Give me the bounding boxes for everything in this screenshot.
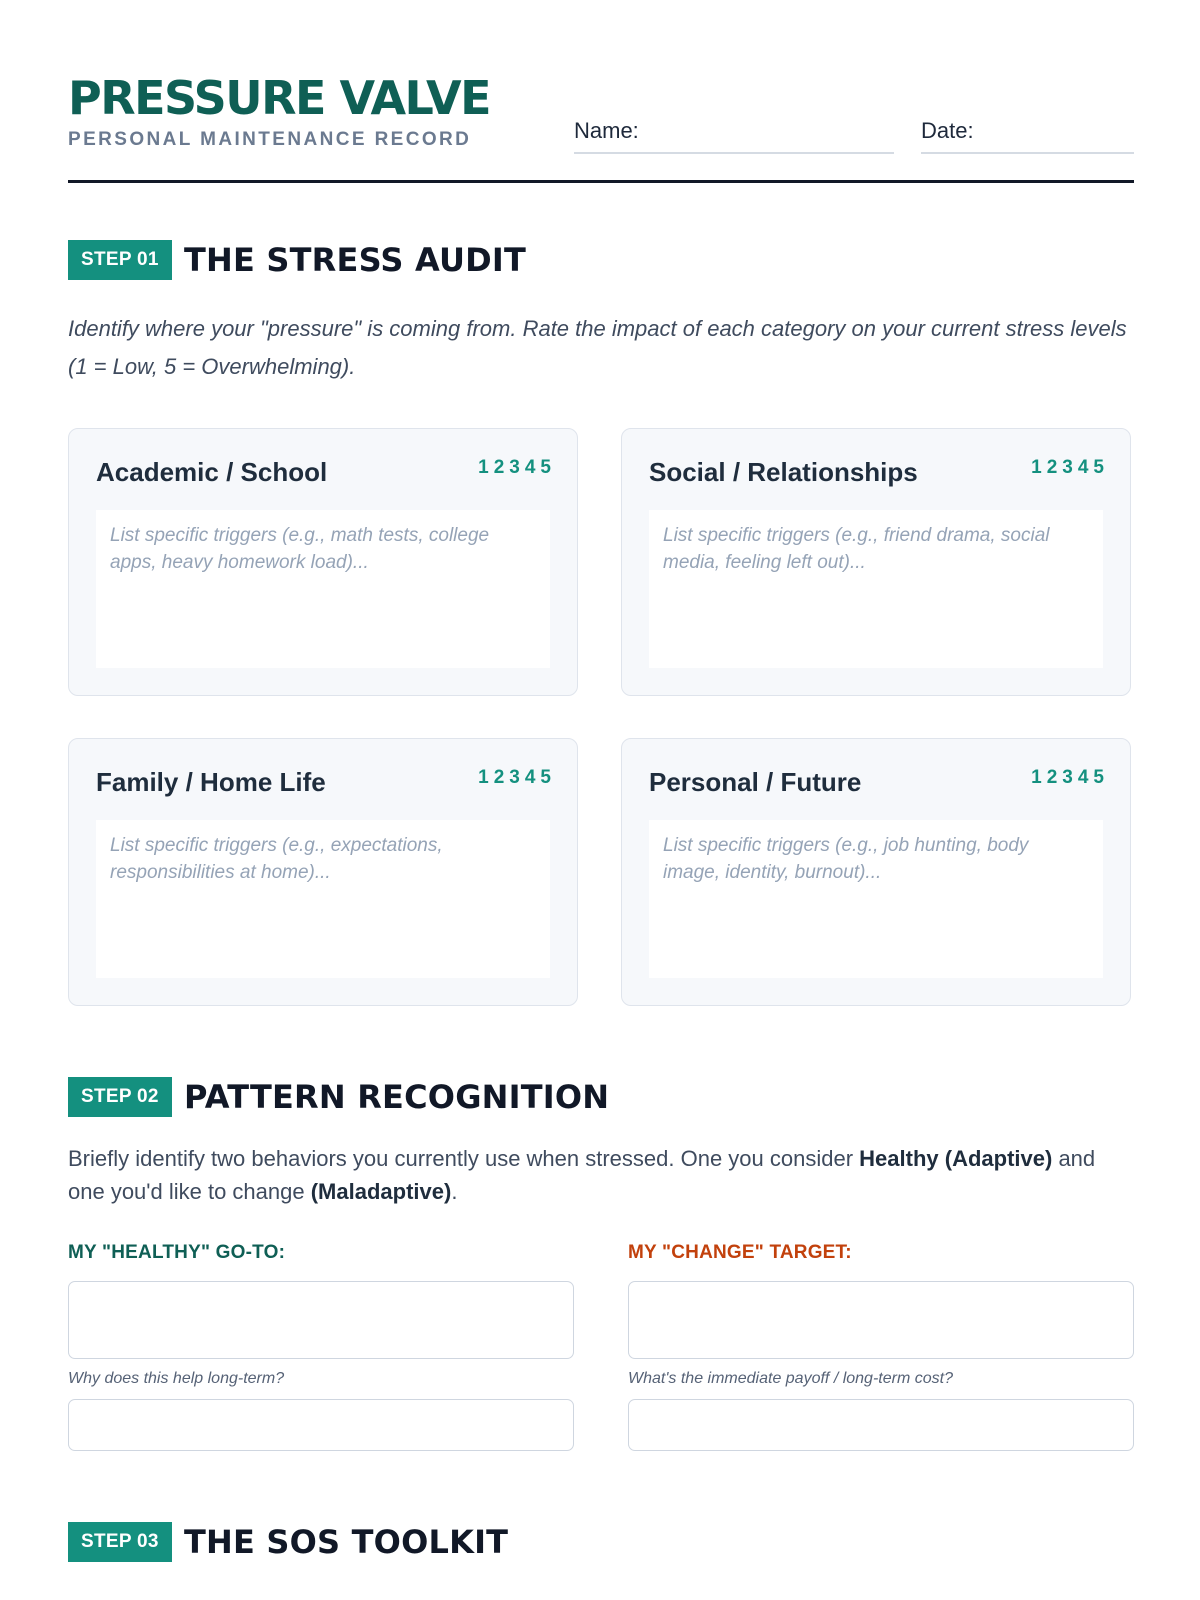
rating-4[interactable]: 4: [524, 457, 536, 478]
rating-1[interactable]: 1: [1031, 767, 1042, 788]
step-title: THE STRESS AUDIT: [184, 241, 527, 279]
rating-3[interactable]: 3: [509, 457, 520, 478]
rating-5[interactable]: 5: [540, 767, 551, 788]
rating-3[interactable]: 3: [509, 767, 520, 788]
worksheet-subtitle: PERSONAL MAINTENANCE RECORD: [68, 129, 472, 150]
name-label: Name:: [574, 118, 639, 143]
rating-2[interactable]: 2: [493, 767, 505, 788]
healthy-reason-input[interactable]: [68, 1399, 574, 1451]
instructions-text: and one you'd like to change: [68, 1146, 1096, 1204]
change-cost-input[interactable]: [628, 1399, 1134, 1451]
step-01-heading: [68, 240, 1134, 280]
card-title: Academic / School: [96, 457, 328, 487]
card-family: [68, 738, 578, 1006]
card-social: [621, 428, 1131, 696]
triggers-input[interactable]: List specific triggers (e.g., friend drama, social media, feeling left out)...: [649, 510, 1103, 668]
pattern-instructions: [68, 1142, 1134, 1208]
step-02-heading: [68, 1077, 1134, 1117]
worksheet-title: PRESSURE VALVE: [68, 71, 491, 125]
rating-4[interactable]: 4: [1077, 767, 1089, 788]
rating-scale: [1031, 457, 1104, 479]
healthy-emphasis: Healthy (Adaptive): [859, 1146, 1053, 1171]
healthy-hint: Why does this help long-term?: [68, 1370, 285, 1387]
rating-4[interactable]: 4: [524, 767, 536, 788]
rating-5[interactable]: 5: [1093, 457, 1104, 478]
rating-scale: [478, 457, 551, 479]
step-title: THE SOS TOOLKIT: [184, 1523, 509, 1561]
step-badge: STEP 01: [68, 240, 172, 280]
rating-2[interactable]: 2: [1046, 457, 1058, 478]
healthy-go-to-input[interactable]: [68, 1281, 574, 1359]
change-hint: What's the immediate payoff / long-term cost?: [628, 1370, 953, 1387]
instructions-text: Briefly identify two behaviors you currently use when stressed. One you consider: [68, 1146, 860, 1171]
date-label: Date:: [921, 118, 974, 143]
worksheet-page: [68, 0, 1134, 1600]
rating-1[interactable]: 1: [478, 457, 489, 478]
date-field[interactable]: [921, 114, 1134, 154]
card-title: Family / Home Life: [96, 767, 326, 797]
change-target-input[interactable]: [628, 1281, 1134, 1359]
rating-1[interactable]: 1: [478, 767, 489, 788]
rating-1[interactable]: 1: [1031, 457, 1042, 478]
instructions-text: .: [451, 1179, 458, 1204]
rating-scale: [478, 767, 551, 789]
healthy-go-to-label: MY "HEALTHY" GO-TO:: [68, 1242, 286, 1263]
card-academic: [68, 428, 578, 696]
rating-scale: [1031, 767, 1104, 789]
rating-3[interactable]: 3: [1062, 457, 1073, 478]
card-title: Social / Relationships: [649, 457, 918, 487]
maladaptive-emphasis: (Maladaptive): [310, 1179, 452, 1204]
step-03-heading: [68, 1522, 1134, 1562]
step-badge: STEP 02: [68, 1077, 172, 1117]
name-field[interactable]: [574, 114, 894, 154]
step-badge: STEP 03: [68, 1522, 172, 1562]
card-personal: [621, 738, 1131, 1006]
card-title: Personal / Future: [649, 767, 862, 797]
triggers-input[interactable]: List specific triggers (e.g., job hunting, body image, identity, burnout)...: [649, 820, 1103, 978]
rating-4[interactable]: 4: [1077, 457, 1089, 478]
rating-5[interactable]: 5: [1093, 767, 1104, 788]
rating-3[interactable]: 3: [1062, 767, 1073, 788]
triggers-input[interactable]: List specific triggers (e.g., math tests, college apps, heavy homework load)...: [96, 510, 550, 668]
triggers-input[interactable]: List specific triggers (e.g., expectations, responsibilities at home)...: [96, 820, 550, 978]
rating-2[interactable]: 2: [1046, 767, 1058, 788]
stress-audit-instructions: Identify where your "pressure" is coming from. Rate the impact of each category on your current stress levels (1 = Low, 5 = Overwhelming).: [68, 316, 1127, 379]
header: [68, 72, 1134, 184]
rating-2[interactable]: 2: [493, 457, 505, 478]
step-title: PATTERN RECOGNITION: [184, 1078, 610, 1116]
rating-5[interactable]: 5: [540, 457, 551, 478]
change-target-label: MY "CHANGE" TARGET:: [628, 1242, 852, 1263]
header-divider: [68, 180, 1134, 183]
